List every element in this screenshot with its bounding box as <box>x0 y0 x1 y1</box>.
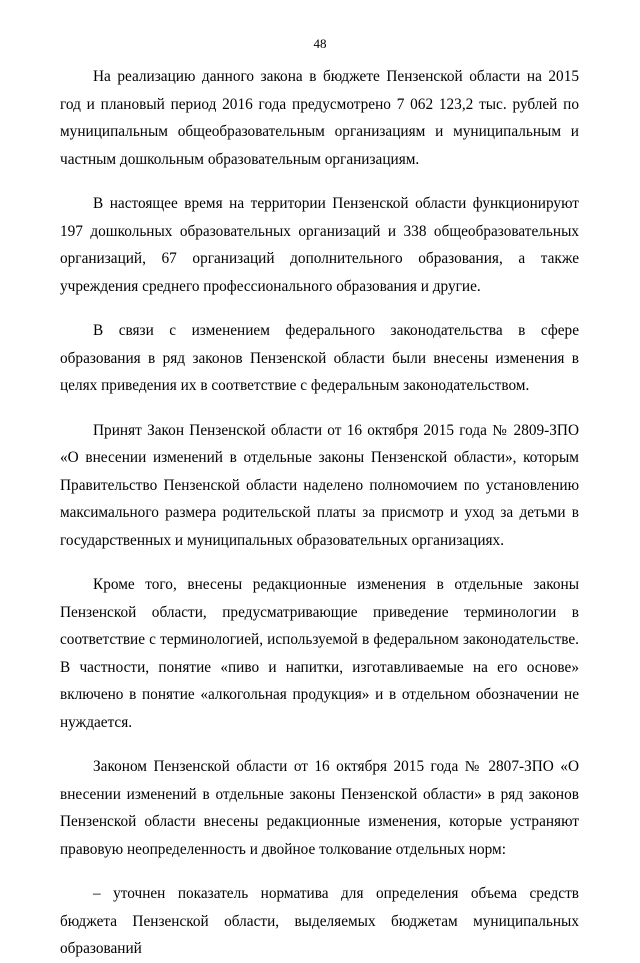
paragraph-list-item-norm: – уточнен показатель норматива для определения объема средств бюджета Пензенской области, выделяемых бюджетам муниципальных образований <box>60 885 579 957</box>
page-number: 48 <box>313 36 327 51</box>
paragraph-federal-legislation-changes: В связи с изменением федерального законодательства в сфере образования в ряд законов Пензенской области были внесены изменения в целях приведения их в соответствие с федеральным законодательством. <box>60 322 579 394</box>
paragraph-law-2809: Принят Закон Пензенской области от 16 октября 2015 года № 2809-ЗПО «О внесении изменений в отдельные законы Пензенской области», которым Правительство Пензенской области наделено полномочием по установлению максимального размера родительской платы за присмотр и уход за детьми в государственных и муниципальных образовательных организациях. <box>60 421 579 549</box>
paragraph-organizations-count: В настоящее время на территории Пензенской области функционируют 197 дошкольных образовательных организаций и 338 общеобразовательных организаций, 67 организаций дополнительного образования, а также учреждения среднего профессионального образования и другие. <box>60 195 579 295</box>
document-body <box>60 63 579 963</box>
paragraph-budget-allocation: На реализацию данного закона в бюджете Пензенской области на 2015 год и плановый период 2016 года предусмотрено 7 062 123,2 тыс. рублей по муниципальным общеобразовательным организациям и муниципальным и частным дошкольным образовательным организациям. <box>60 68 579 168</box>
paragraph-terminology-changes: Кроме того, внесены редакционные изменения в отдельные законы Пензенской области, предусматривающие приведение терминологии в соответствие с терминологией, используемой в федеральном законодательстве. В частности, понятие «пиво и напитки, изготавливаемые на его основе» включено в понятие «алкогольная продукция» и в отдельном обозначении не нуждается. <box>60 576 579 731</box>
paragraph-law-2807: Законом Пензенской области от 16 октября 2015 года № 2807-ЗПО «О внесении изменений в отдельные законы Пензенской области» в ряд законов Пензенской области внесены редакционные изменения, которые устраняют правовую неопределенность и двойное толкование отдельных норм: <box>60 758 579 858</box>
